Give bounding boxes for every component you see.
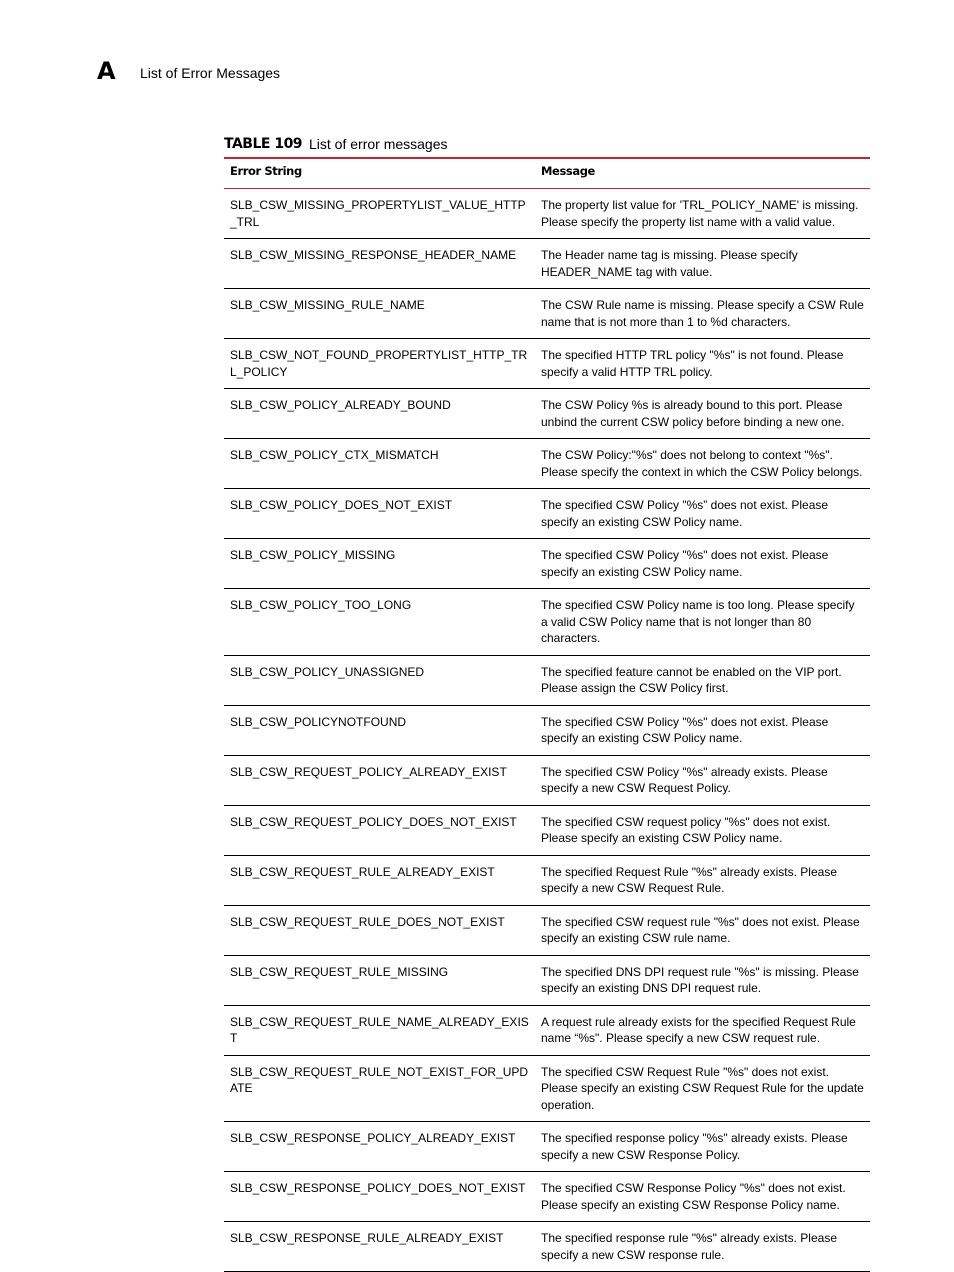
error-string-cell: SLB_CSW_POLICY_MISSING	[224, 539, 535, 589]
table-row	[224, 1122, 870, 1172]
table-header-row	[224, 158, 870, 189]
error-string-cell: SLB_CSW_NOT_FOUND_PROPERTYLIST_HTTP_TRL_POLICY	[224, 339, 535, 389]
table-row	[224, 855, 870, 905]
message-cell: The specified CSW Policy "%s" does not exist. Please specify an existing CSW Policy name.	[535, 705, 870, 755]
table-row	[224, 439, 870, 489]
error-string-cell: SLB_CSW_MISSING_RULE_NAME	[224, 289, 535, 339]
table-row	[224, 539, 870, 589]
table-row	[224, 655, 870, 705]
error-string-cell: SLB_CSW_REQUEST_RULE_MISSING	[224, 955, 535, 1005]
error-string-cell: SLB_CSW_REQUEST_POLICY_DOES_NOT_EXIST	[224, 805, 535, 855]
message-cell: The specified CSW Policy "%s” does not exist. Please specify an existing CSW Policy name.	[535, 489, 870, 539]
message-cell: The property list value for 'TRL_POLICY_NAME' is missing. Please specify the property list name with a valid value.	[535, 189, 870, 239]
message-cell: The Header name tag is missing. Please specify HEADER_NAME tag with value.	[535, 239, 870, 289]
error-string-cell: SLB_CSW_RESPONSE_RULE_ALREADY_EXIST	[224, 1222, 535, 1272]
message-cell: The CSW Policy:"%s" does not belong to context "%s". Please specify the context in which the CSW Policy belongs.	[535, 439, 870, 489]
table-row	[224, 755, 870, 805]
error-string-cell: SLB_CSW_POLICY_CTX_MISMATCH	[224, 439, 535, 489]
error-string-cell: SLB_CSW_MISSING_RESPONSE_HEADER_NAME	[224, 239, 535, 289]
table-row	[224, 905, 870, 955]
table-row	[224, 289, 870, 339]
message-cell: The specified CSW Policy "%s" does not exist. Please specify an existing CSW Policy name.	[535, 539, 870, 589]
error-string-cell: SLB_CSW_REQUEST_RULE_NAME_ALREADY_EXIST	[224, 1005, 535, 1055]
error-string-cell: SLB_CSW_RESPONSE_POLICY_DOES_NOT_EXIST	[224, 1172, 535, 1222]
error-string-cell: SLB_CSW_POLICY_DOES_NOT_EXIST	[224, 489, 535, 539]
table-row	[224, 589, 870, 656]
column-header-message: Message	[535, 158, 870, 189]
appendix-letter: A	[97, 57, 116, 85]
error-string-cell: SLB_CSW_REQUEST_POLICY_ALREADY_EXIST	[224, 755, 535, 805]
error-string-cell: SLB_CSW_POLICY_TOO_LONG	[224, 589, 535, 656]
table-row	[224, 805, 870, 855]
table-row	[224, 189, 870, 239]
message-cell: The specified CSW Policy "%s" already exists. Please specify a new CSW Request Policy.	[535, 755, 870, 805]
message-cell: The CSW Rule name is missing. Please specify a CSW Rule name that is not more than 1 to %d characters.	[535, 289, 870, 339]
message-cell: The specified feature cannot be enabled on the VIP port. Please assign the CSW Policy first.	[535, 655, 870, 705]
message-cell: The specified response rule "%s" already exists. Please specify a new CSW response rule.	[535, 1222, 870, 1272]
error-string-cell: SLB_CSW_REQUEST_RULE_DOES_NOT_EXIST	[224, 905, 535, 955]
table-row	[224, 239, 870, 289]
error-string-cell: SLB_CSW_RESPONSE_POLICY_ALREADY_EXIST	[224, 1122, 535, 1172]
table-number: TABLE 109	[224, 136, 303, 152]
table-row	[224, 1055, 870, 1122]
message-cell: The specified CSW Response Policy "%s" does not exist. Please specify an existing CSW Response Policy name.	[535, 1172, 870, 1222]
table-row	[224, 955, 870, 1005]
table-row	[224, 1222, 870, 1272]
message-cell: The specified DNS DPI request rule "%s" is missing. Please specify an existing DNS DPI request rule.	[535, 955, 870, 1005]
error-string-cell: SLB_CSW_REQUEST_RULE_ALREADY_EXIST	[224, 855, 535, 905]
table-row	[224, 705, 870, 755]
message-cell: A request rule already exists for the specified Request Rule name “%s". Please specify a new CSW request rule.	[535, 1005, 870, 1055]
error-string-cell: SLB_CSW_REQUEST_RULE_NOT_EXIST_FOR_UPDATE	[224, 1055, 535, 1122]
error-messages-table	[224, 157, 870, 1272]
message-cell: The CSW Policy %s is already bound to this port. Please unbind the current CSW policy before binding a new one.	[535, 389, 870, 439]
table-row	[224, 339, 870, 389]
table-row	[224, 389, 870, 439]
error-string-cell: SLB_CSW_POLICY_UNASSIGNED	[224, 655, 535, 705]
table-body	[224, 189, 870, 1272]
table-row	[224, 1172, 870, 1222]
table-row	[224, 1005, 870, 1055]
error-string-cell: SLB_CSW_MISSING_PROPERTYLIST_VALUE_HTTP_TRL	[224, 189, 535, 239]
message-cell: The specified CSW Request Rule "%s" does not exist. Please specify an existing CSW Request Rule for the update operation.	[535, 1055, 870, 1122]
message-cell: The specified CSW request rule "%s" does not exist. Please specify an existing CSW rule name.	[535, 905, 870, 955]
error-string-cell: SLB_CSW_POLICYNOTFOUND	[224, 705, 535, 755]
message-cell: The specified CSW request policy "%s" does not exist. Please specify an existing CSW Policy name.	[535, 805, 870, 855]
error-string-cell: SLB_CSW_POLICY_ALREADY_BOUND	[224, 389, 535, 439]
message-cell: The specified HTTP TRL policy "%s" is not found. Please specify a valid HTTP TRL policy.	[535, 339, 870, 389]
message-cell: The specified CSW Policy name is too long. Please specify a valid CSW Policy name that is not longer than 80 characters.	[535, 589, 870, 656]
appendix-title: List of Error Messages	[140, 65, 281, 81]
message-cell: The specified Request Rule "%s" already exists. Please specify a new CSW Request Rule.	[535, 855, 870, 905]
table-caption-text: List of error messages	[309, 136, 448, 152]
column-header-error-string: Error String	[224, 158, 535, 189]
message-cell: The specified response policy "%s" already exists. Please specify a new CSW Response Policy.	[535, 1122, 870, 1172]
table-row	[224, 489, 870, 539]
